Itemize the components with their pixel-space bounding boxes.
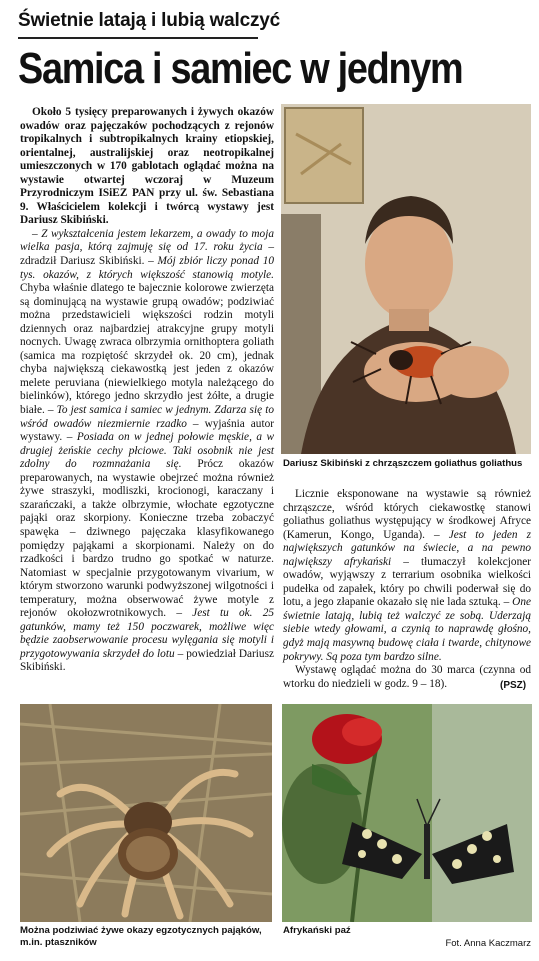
text-run: Prócz okazów preparowanych, na wystawie obejrzeć można również żywe straszyki, modliszki, krocionogi, karaczany i szarańczaki, a także olbrzymie, włochate egzotyczne pająki oraz skorpiony. Konieczne trzeba zobaczyć spawęka – dziwnego pajęczaka klasyfikowanego pomiędzy pająkami a skorpionami. Należy on do rzadkości i bardzo trudno go spotkać w naturze. Natomiast w specjalnie przygotowanym vivarium, w którym stworzono warunki podwyższonej wilgotności i temperatury, można obserwować żywe motyle z rejonów okołozwrotnikowych. xyxy=(20,458,274,620)
kicker-rule xyxy=(18,37,258,39)
photo-swallowtail-butterfly xyxy=(282,704,532,922)
photo-caption-butterfly: Afrykański paź xyxy=(283,925,351,936)
article-kicker: Świetnie latają i lubią walczyć xyxy=(18,10,281,31)
photo-caption-spider: Można podziwiać żywe okazy egzotycznych pająków, m.in. ptaszników xyxy=(20,925,262,948)
photo-credit: Fot. Anna Kaczmarz xyxy=(445,938,531,949)
article-paragraph-1 xyxy=(20,228,274,675)
text-run: – tłumaczył kolekcjoner owadów, wyjąwszy z terrarium osobnika wielkości pudełka od zapałek, który po chwili poderwał się do lotu, a jego złapanie okazało się nie lada sztuką. xyxy=(283,555,531,609)
article-lead: Około 5 tysięcy preparowanych i żywych okazów owadów oraz pajęczaków pochodzących z rejonów tropikalnych i subtropikalnych krainy etiopskiej, orientalnej, australijskiej oraz neotropikalnej umieszczonych w 170 gablotach oglądać można na wystawie otwartej wczoraj w Muzeum Przyrodniczym ISiEZ PAN przy ul. św. Sebastiana 9. Właścicielem kolekcji i twórcą wystawy jest Dariusz Skibiński. xyxy=(20,106,274,227)
quote: – One świetnie latają, lubią też walczyć ze sobą. Uderzają siebie wtedy głowami, a czynią to naprawdę głośno, gdyż mają masywną budowę ciała i twarde, chitynowe pokrywy. Są poza tym bardzo silne. xyxy=(283,596,531,663)
photo-tarantula xyxy=(20,704,272,922)
text-run: – zdradził Dariusz Skibiński. xyxy=(20,241,274,268)
quote: – Jest tu ok. 25 gatunków, mamy też 150 poczwarek, możliwe więc będzie zaobserwowanie procesu wylęgania się motyli i przygotowywania skrzydeł do lotu xyxy=(20,607,274,660)
quote: – To jest samica i samiec w jednym. Zdarza się to wśród owadów niezmiernie rzadko xyxy=(20,404,274,430)
quote: – Z wykształcenia jestem lekarzem, a owady to moja wielka pasja, którą zajmuję się od 17. roku życia xyxy=(20,227,274,254)
article-body-left xyxy=(20,106,274,675)
quote: – Jest to jeden z największych gatunków na świecie, a na pewno największy afrykański xyxy=(283,528,532,568)
text-run: – wyjaśnia autor wystawy. xyxy=(20,417,274,444)
text-run: Licznie eksponowane na wystawie są również chrząszcze, wśród których ciekawostkę stanowi goliathus goliathus występujący w środkowej Afryce (Kamerun, Kongo, Uganda). xyxy=(283,488,531,541)
photo-caption-main: Dariusz Skibiński z chrząszczem goliathus goliathus xyxy=(283,458,523,469)
author-signature: (PSZ) xyxy=(500,680,527,691)
quote: – Posiada on w jednej połowie męskie, a w drugiej żeńskie cechy płciowe. Taki osobnik nie jest zdolny do rozmnażania się. xyxy=(20,431,274,471)
text-run: – powiedział Dariusz Skibiński. xyxy=(20,647,274,674)
article-body-right xyxy=(283,488,531,691)
quote: – Mój zbiór liczy ponad 10 tys. okazów, z których większość stanowią motyle. xyxy=(20,255,275,281)
article-headline: Samica i samiec w jednym xyxy=(18,44,463,93)
photo-collector-with-beetle xyxy=(281,104,531,454)
article-paragraph-2 xyxy=(283,488,531,664)
text-run: Chyba właśnie dlatego te bajecznie kolorowe zwierzęta są dominującą na wystawie grupą owadów; podziwiać można przedstawicieli większości rodzin motyli dziennych oraz najbardziej atrakcyjne grupy motyli nocnych. Uwagę zwraca olbrzymia ornithoptera goliath (samica ma rozpiętość skrzydeł ok. 20 cm), jednak chyba największą ciekawostką jest jeden z okazów melete peruviana (niewielkiego motyla należącego do bielinków), którego jedno skrzydło jest żółte, a drugie białe. xyxy=(20,282,274,417)
article-paragraph-3: Wystawę oglądać można do 30 marca (czynna od wtorku do niedzieli w godz. 9 – 18). xyxy=(283,664,531,690)
